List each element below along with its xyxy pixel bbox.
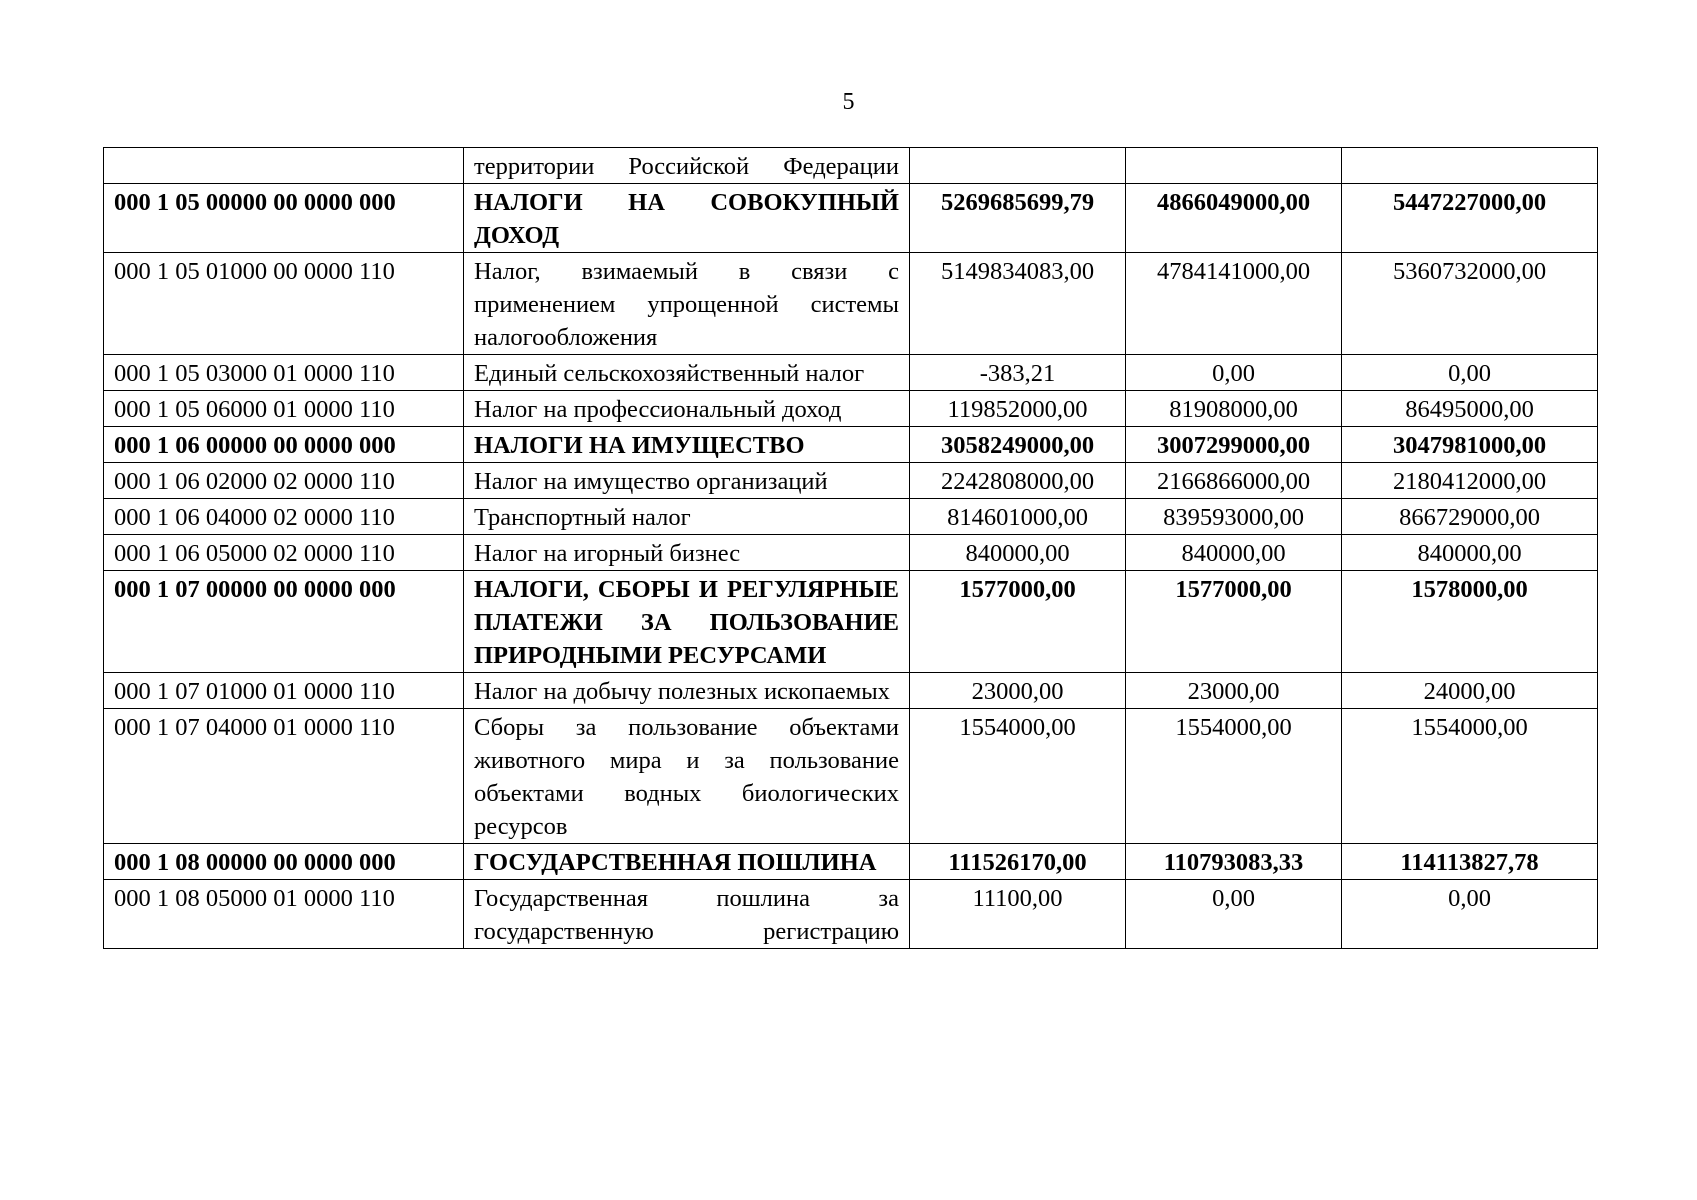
amount-cell-2: 840000,00 [1126, 535, 1342, 571]
amount-cell-2: 4784141000,00 [1126, 253, 1342, 355]
amount-cell-1: -383,21 [910, 355, 1126, 391]
kbk-code-cell [104, 148, 464, 184]
amount-cell-3: 5360732000,00 [1342, 253, 1598, 355]
amount-cell-3: 0,00 [1342, 355, 1598, 391]
kbk-code-cell: 000 1 07 04000 01 0000 110 [104, 709, 464, 844]
kbk-code-cell: 000 1 05 03000 01 0000 110 [104, 355, 464, 391]
kbk-code-cell: 000 1 07 00000 00 0000 000 [104, 571, 464, 673]
amount-cell-2: 0,00 [1126, 880, 1342, 949]
amount-cell-3: 0,00 [1342, 880, 1598, 949]
amount-cell-2: 23000,00 [1126, 673, 1342, 709]
amount-cell-1: 2242808000,00 [910, 463, 1126, 499]
amount-cell-2: 110793083,33 [1126, 844, 1342, 880]
kbk-code-cell: 000 1 06 04000 02 0000 110 [104, 499, 464, 535]
amount-cell-3: 5447227000,00 [1342, 184, 1598, 253]
revenue-name-cell: Налог, взимаемый в связи с применением упрощенной системы налогообложения [464, 253, 910, 355]
revenue-name-cell: НАЛОГИ НА ИМУЩЕСТВО [464, 427, 910, 463]
table-row [104, 673, 1598, 709]
table-row [104, 535, 1598, 571]
revenue-name-cell: Сборы за пользование объектами животного мира и за пользование объектами водных биологических ресурсов [464, 709, 910, 844]
table-row [104, 391, 1598, 427]
kbk-code-cell: 000 1 05 00000 00 0000 000 [104, 184, 464, 253]
amount-cell-2: 1554000,00 [1126, 709, 1342, 844]
kbk-code-cell: 000 1 07 01000 01 0000 110 [104, 673, 464, 709]
amount-cell-1: 119852000,00 [910, 391, 1126, 427]
amount-cell-3: 24000,00 [1342, 673, 1598, 709]
revenue-name-cell: Налог на игорный бизнес [464, 535, 910, 571]
amount-cell-3: 3047981000,00 [1342, 427, 1598, 463]
table-row [104, 709, 1598, 844]
amount-cell-1: 23000,00 [910, 673, 1126, 709]
kbk-code-cell: 000 1 05 01000 00 0000 110 [104, 253, 464, 355]
revenue-name-cell: ГОСУДАРСТВЕННАЯ ПОШЛИНА [464, 844, 910, 880]
table-row [104, 880, 1598, 949]
amount-cell-1: 5269685699,79 [910, 184, 1126, 253]
table-row [104, 499, 1598, 535]
page-number: 5 [842, 89, 855, 115]
table-row [104, 355, 1598, 391]
amount-cell-3: 866729000,00 [1342, 499, 1598, 535]
amount-cell-3 [1342, 148, 1598, 184]
budget-revenue-table [103, 147, 1598, 949]
amount-cell-3: 114113827,78 [1342, 844, 1598, 880]
amount-cell-2: 4866049000,00 [1126, 184, 1342, 253]
amount-cell-3: 1578000,00 [1342, 571, 1598, 673]
revenue-name-cell: Государственная пошлина за государственную регистрацию [464, 880, 910, 949]
kbk-code-cell: 000 1 08 05000 01 0000 110 [104, 880, 464, 949]
kbk-code-cell: 000 1 06 00000 00 0000 000 [104, 427, 464, 463]
amount-cell-1 [910, 148, 1126, 184]
amount-cell-1: 3058249000,00 [910, 427, 1126, 463]
amount-cell-1: 840000,00 [910, 535, 1126, 571]
amount-cell-1: 5149834083,00 [910, 253, 1126, 355]
table-row [104, 427, 1598, 463]
kbk-code-cell: 000 1 06 02000 02 0000 110 [104, 463, 464, 499]
revenue-name-cell: Транспортный налог [464, 499, 910, 535]
amount-cell-3: 1554000,00 [1342, 709, 1598, 844]
revenue-name-cell: НАЛОГИ, СБОРЫ И РЕГУЛЯРНЫЕ ПЛАТЕЖИ ЗА ПОЛЬЗОВАНИЕ ПРИРОДНЫМИ РЕСУРСАМИ [464, 571, 910, 673]
revenue-name-cell: территории Российской Федерации [464, 148, 910, 184]
amount-cell-2 [1126, 148, 1342, 184]
amount-cell-3: 2180412000,00 [1342, 463, 1598, 499]
amount-cell-2: 81908000,00 [1126, 391, 1342, 427]
revenue-name-cell: Налог на имущество организаций [464, 463, 910, 499]
amount-cell-1: 11100,00 [910, 880, 1126, 949]
table-row [104, 571, 1598, 673]
amount-cell-1: 814601000,00 [910, 499, 1126, 535]
table-row [104, 463, 1598, 499]
table-row [104, 148, 1598, 184]
kbk-code-cell: 000 1 06 05000 02 0000 110 [104, 535, 464, 571]
amount-cell-2: 1577000,00 [1126, 571, 1342, 673]
amount-cell-2: 2166866000,00 [1126, 463, 1342, 499]
amount-cell-1: 1577000,00 [910, 571, 1126, 673]
revenue-name-cell: НАЛОГИ НА СОВОКУПНЫЙ ДОХОД [464, 184, 910, 253]
amount-cell-1: 1554000,00 [910, 709, 1126, 844]
amount-cell-2: 0,00 [1126, 355, 1342, 391]
amount-cell-2: 839593000,00 [1126, 499, 1342, 535]
revenue-name-cell: Единый сельскохозяйственный налог [464, 355, 910, 391]
table-row [104, 184, 1598, 253]
kbk-code-cell: 000 1 05 06000 01 0000 110 [104, 391, 464, 427]
amount-cell-3: 840000,00 [1342, 535, 1598, 571]
amount-cell-3: 86495000,00 [1342, 391, 1598, 427]
table-row [104, 253, 1598, 355]
table-row [104, 844, 1598, 880]
revenue-name-cell: Налог на добычу полезных ископаемых [464, 673, 910, 709]
amount-cell-1: 111526170,00 [910, 844, 1126, 880]
amount-cell-2: 3007299000,00 [1126, 427, 1342, 463]
kbk-code-cell: 000 1 08 00000 00 0000 000 [104, 844, 464, 880]
revenue-name-cell: Налог на профессиональный доход [464, 391, 910, 427]
